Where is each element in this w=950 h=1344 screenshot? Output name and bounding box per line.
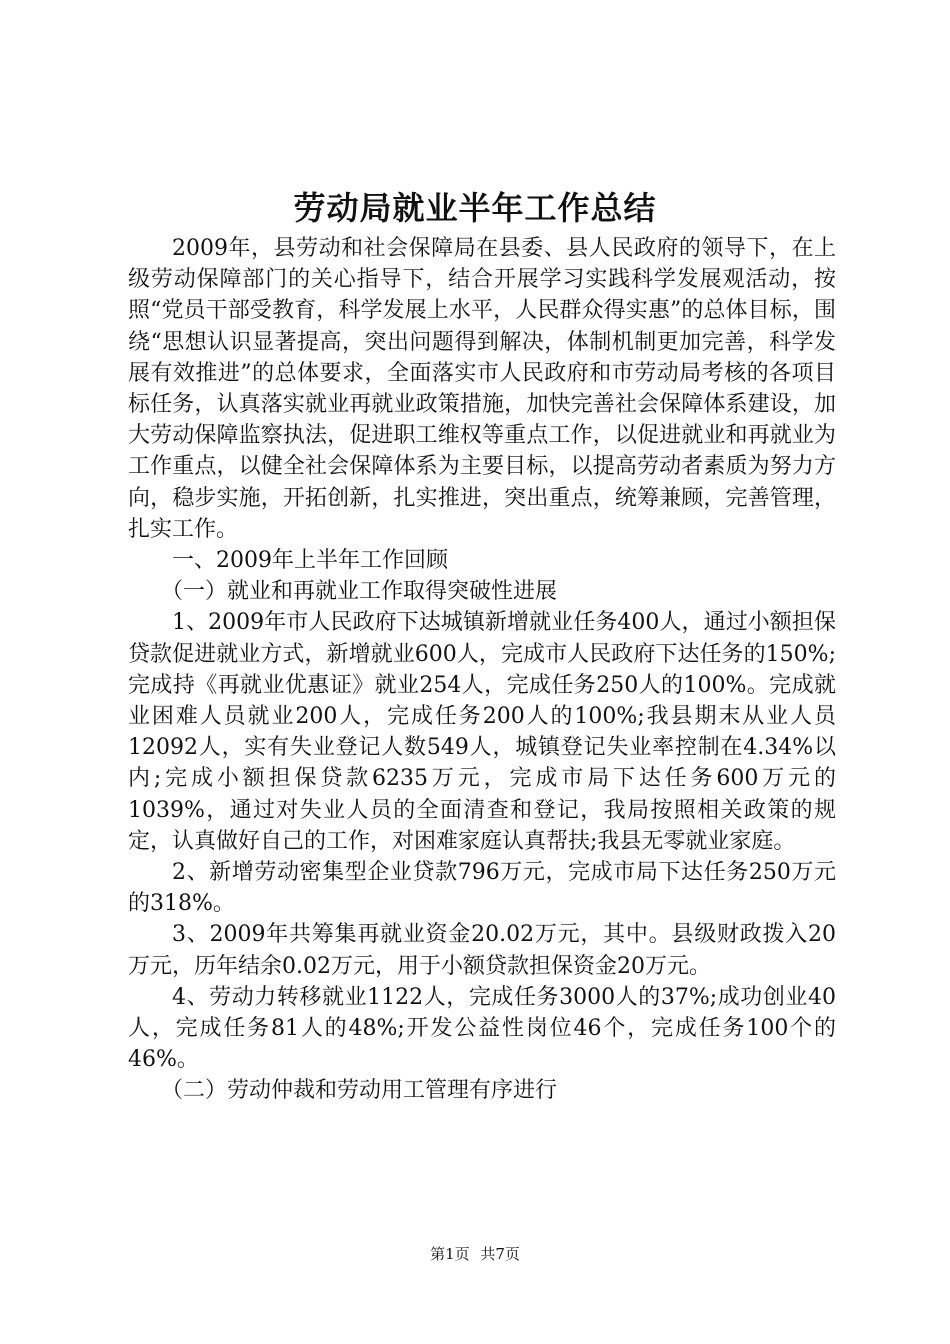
paragraph-item-4: 4、劳动力转移就业1122人，完成任务3000人的37%;成功创业40人，完成任务81人的48%;开发公益性岗位46个，完成任务100个的46%。 [128,984,836,1073]
document-title: 劳动局就业半年工作总结 [293,189,657,227]
section-heading-review: 一、2009年上半年工作回顾 [172,548,448,574]
page-number: 第1页 [430,1245,470,1263]
subsection-heading-arbitration: （二）劳动仲裁和劳动用工管理有序进行 [161,1078,558,1104]
document-body [128,233,836,1107]
paragraph-item-3: 3、2009年共筹集再就业资金20.02万元，其中。县级财政拨入20万元，历年结余0.02万元，用于小额贷款担保资金20万元。 [128,922,836,979]
page-footer [0,1244,950,1264]
paragraph-item-2: 2、新增劳动密集型企业贷款796万元，完成市局下达任务250万元的318%。 [128,860,836,917]
page-total: 共7页 [480,1245,520,1263]
paragraph-intro: 2009年，县劳动和社会保障局在县委、县人民政府的领导下，在上级劳动保障部门的关心指导下，结合开展学习实践科学发展观活动，按照“党员干部受教育，科学发展上水平，人民群众得实惠”的总体目标，围绕“思想认识显著提高，突出问题得到解决，体制机制更加完善，科学发展有效推进”的总体要求，全面落实市人民政府和市劳动局考核的各项目标任务，认真落实就业再就业政策措施，加快完善社会保障体系建设，加大劳动保障监察执法，促进职工维权等重点工作，以促进就业和再就业为工作重点，以健全社会保障体系为主要目标，以提高劳动者素质为努力方向，稳步实施，开拓创新，扎实推进，突出重点，统筹兼顾，完善管理，扎实工作。 [128,236,836,542]
subsection-heading-employment: （一）就业和再就业工作取得突破性进展 [161,579,558,605]
paragraph-item-1: 1、2009年市人民政府下达城镇新增就业任务400人，通过小额担保贷款促进就业方式，新增就业600人，完成市人民政府下达任务的150%;完成持《再就业优惠证》就业254人，完成任务250人的100%。完成就业困难人员就业200人，完成任务200人的100%;我县期末从业人员12092人，实有失业登记人数549人，城镇登记失业率控制在4.34%以内;完成小额担保贷款6235万元，完成市局下达任务600万元的1039%，通过对失业人员的全面清查和登记，我局按照相关政策的规定，认真做好自己的工作，对困难家庭认真帮扶;我县无零就业家庭。 [128,610,836,854]
